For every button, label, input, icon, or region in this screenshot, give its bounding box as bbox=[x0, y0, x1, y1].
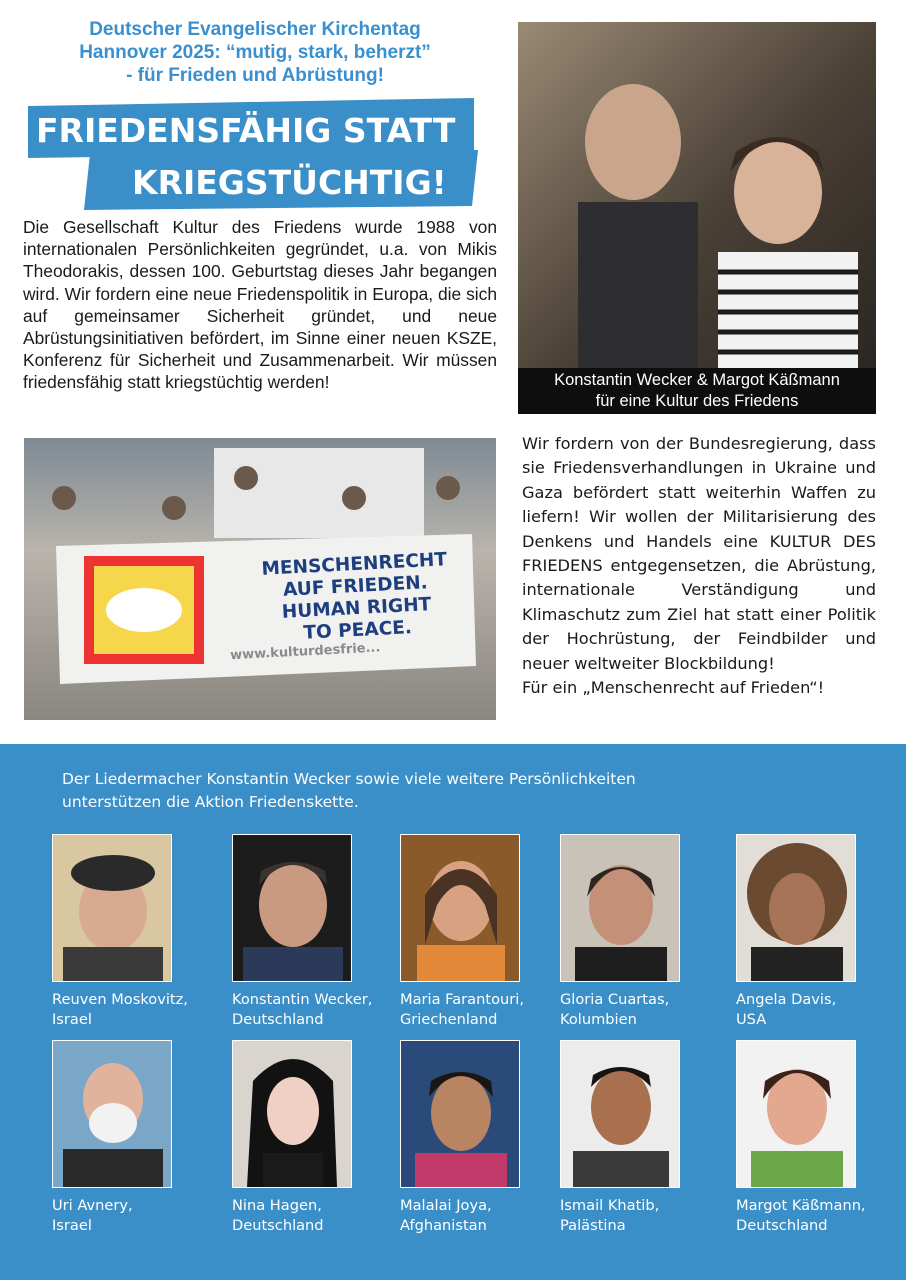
supporter-name bbox=[232, 990, 382, 1029]
wecker-kaessmann-photo bbox=[518, 22, 876, 368]
supporter-card bbox=[52, 834, 202, 1029]
photo-caption-line2: für eine Kultur des Friedens bbox=[595, 392, 799, 410]
supporter-photo bbox=[560, 834, 680, 982]
event-header bbox=[20, 18, 490, 87]
demand-closing: Für ein „Menschenrecht auf Frieden“! bbox=[522, 678, 825, 698]
supporter-country: Deutschland bbox=[232, 1010, 324, 1028]
supporter-card bbox=[400, 834, 550, 1029]
supporter-name-text: Maria Farantouri, bbox=[400, 991, 524, 1008]
supporter-photo bbox=[400, 1040, 520, 1188]
event-header-line3: - für Frieden und Abrüstung! bbox=[126, 65, 384, 86]
supporter-name-text: Gloria Cuartas, bbox=[560, 991, 670, 1008]
supporter-card bbox=[736, 1040, 886, 1235]
banner-slogan-line1: MENSCHENRECHT bbox=[261, 549, 448, 580]
supporter-name bbox=[52, 990, 202, 1029]
supporter-name-text: Konstantin Wecker, bbox=[232, 991, 373, 1008]
supporter-card bbox=[736, 834, 886, 1029]
supporter-name-text: Uri Avnery, bbox=[52, 1197, 133, 1214]
supporter-card bbox=[560, 1040, 710, 1235]
demonstration-photo bbox=[24, 438, 496, 720]
banner-slogan-line3: HUMAN RIGHT bbox=[281, 594, 432, 623]
supporter-name bbox=[52, 1196, 202, 1235]
supporter-name-text: Ismail Khatib, bbox=[560, 1197, 660, 1214]
supporter-country: Israel bbox=[52, 1010, 92, 1028]
supporter-country: Afghanistan bbox=[400, 1216, 487, 1234]
demand-paragraph bbox=[522, 432, 876, 700]
supporter-card bbox=[52, 1040, 202, 1235]
event-header-line2: Hannover 2025: “mutig, stark, beherzt” bbox=[79, 42, 431, 63]
supporter-photo bbox=[52, 1040, 172, 1188]
supporter-name-text: Nina Hagen, bbox=[232, 1197, 322, 1214]
supporter-photo bbox=[232, 1040, 352, 1188]
supporter-name-text: Malalai Joya, bbox=[400, 1197, 492, 1214]
banner-slogan-line4: TO PEACE. bbox=[302, 617, 413, 644]
supporter-country: Palästina bbox=[560, 1216, 626, 1234]
supporter-photo bbox=[736, 1040, 856, 1188]
supporter-photo bbox=[232, 834, 352, 982]
supporter-country: Israel bbox=[52, 1216, 92, 1234]
supporter-country: Kolumbien bbox=[560, 1010, 637, 1028]
supporter-card bbox=[400, 1040, 550, 1235]
supporter-name-text: Angela Davis, bbox=[736, 991, 837, 1008]
supporter-country: USA bbox=[736, 1010, 767, 1028]
demand-text: Wir fordern von der Bundesregierung, dass sie Friedensverhandlungen in Ukraine und Gaza befördert statt weiterhin Waffen zu liefern! Wir wollen der Militarisierung des Denkens und Handels eine KULTUR DES FRIEDENS entgegensetzen, die Abrüstung, internationale Verständigung und Klimaschutz zum Ziel hat statt einer Politik der Hochrüstung, der Feindbilder und neuer weltweiter Blockbildung! bbox=[522, 434, 876, 673]
event-header-line1: Deutscher Evangelischer Kirchentag bbox=[89, 19, 421, 40]
supporter-card bbox=[232, 1040, 382, 1235]
photo-caption-line1: Konstantin Wecker & Margot Käßmann bbox=[554, 371, 840, 389]
headline-line2: KRIEGSTÜCHTIG! bbox=[132, 163, 447, 202]
supporter-name bbox=[232, 1196, 382, 1235]
supporter-card bbox=[232, 834, 382, 1029]
supporter-country: Deutschland bbox=[736, 1216, 828, 1234]
supporter-photo bbox=[560, 1040, 680, 1188]
intro-paragraph: Die Gesellschaft Kultur des Friedens wurde 1988 von internationalen Persönlichkeiten gegründet, u.a. von Mikis Theodorakis, dessen 100. Geburtstag dieses Jahr begangen wird. Wir fordern eine neue Friedenspolitik in Europa, die sich auf gemeinsamer Sicherheit gründet, und neue Abrüstungsinitiativen befördert, im Sinne einer neuen KSZE, Konferenz für Sicherheit und Zusammenarbeit. Wir müssen friedensfähig statt kriegstüchtig werden! bbox=[23, 217, 497, 393]
banner-url: www.kulturdesfrie... bbox=[229, 640, 381, 664]
banner-slogan bbox=[254, 549, 458, 647]
supporter-country: Deutschland bbox=[232, 1216, 324, 1234]
supporter-photo bbox=[736, 834, 856, 982]
supporter-name bbox=[736, 990, 886, 1029]
supporter-name bbox=[736, 1196, 886, 1235]
supporter-name bbox=[400, 990, 550, 1029]
supporter-card bbox=[560, 834, 710, 1029]
headline-line1: FRIEDENSFÄHIG STATT bbox=[36, 111, 456, 150]
supporter-name-text: Reuven Moskovitz, bbox=[52, 991, 188, 1008]
supporter-photo bbox=[400, 834, 520, 982]
supporter-name bbox=[560, 990, 710, 1029]
supporters-intro: Der Liedermacher Konstantin Wecker sowie viele weitere Persönlichkeiten unterstützen die Aktion Friedenskette. bbox=[62, 770, 636, 811]
supporter-name bbox=[560, 1196, 710, 1235]
supporter-photo bbox=[52, 834, 172, 982]
supporter-name-text: Margot Käßmann, bbox=[736, 1197, 866, 1214]
photo-caption bbox=[518, 368, 876, 414]
headline-banner bbox=[28, 98, 478, 210]
supporter-country: Griechenland bbox=[400, 1010, 498, 1028]
supporter-name bbox=[400, 1196, 550, 1235]
banner-slogan-line2: AUF FRIEDEN. bbox=[282, 572, 429, 601]
